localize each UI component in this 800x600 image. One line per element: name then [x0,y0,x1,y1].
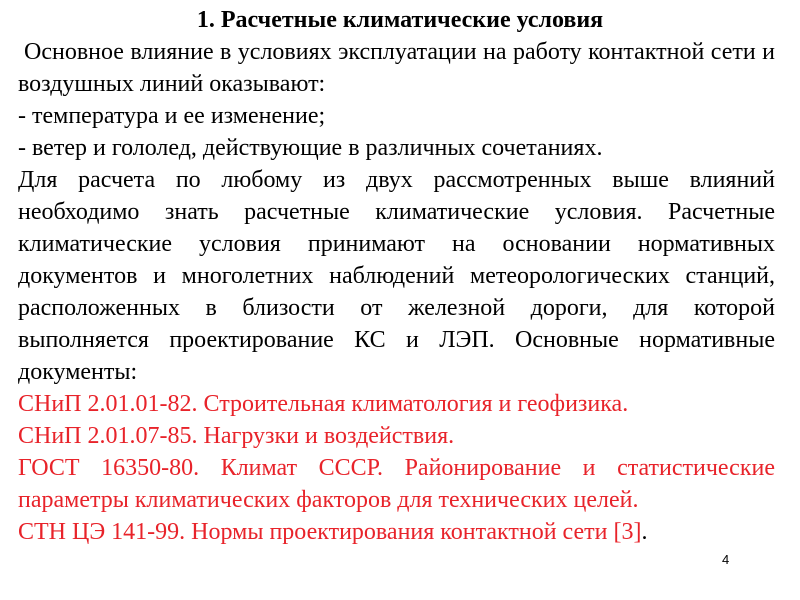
document-stn-line [18,516,775,548]
document-stn-catenary: СТН ЦЭ 141-99. Нормы проектирования контактной сети [3] [18,519,642,545]
document-gost-climate: ГОСТ 16350-80. Климат СССР. Районирование и статистические параметры климатических факторов для технических целей. [18,455,775,513]
bullet-temperature: - температура и ее изменение; [18,103,326,129]
bullet-wind-ice: - ветер и гололед, действующие в различных сочетаниях. [18,135,603,161]
main-paragraph: Для расчета по любому из двух рассмотренных выше влияний необходимо знать расчетные климатические условия. Расчетные климатические условия принимают на основании нормативных документов и многолетних наблюдений метеорологических станций, расположенных в близости от железной дороги, для которой выполняется проектирование КС и ЛЭП. Основные нормативные документы: [18,167,775,385]
final-period: . [641,519,648,545]
document-snip-climatology: СНиП 2.01.01-82. Строительная климатология и геофизика. [18,391,629,417]
slide-body [18,36,775,548]
page-number: 4 [722,552,730,567]
page-title: 1. Расчетные климатические условия [196,7,604,33]
intro-paragraph: Основное влияние в условиях эксплуатации на работу контактной сети и воздушных линий оказывают: [18,39,775,97]
document-snip-loads: СНиП 2.01.07-85. Нагрузки и воздействия. [18,423,455,449]
